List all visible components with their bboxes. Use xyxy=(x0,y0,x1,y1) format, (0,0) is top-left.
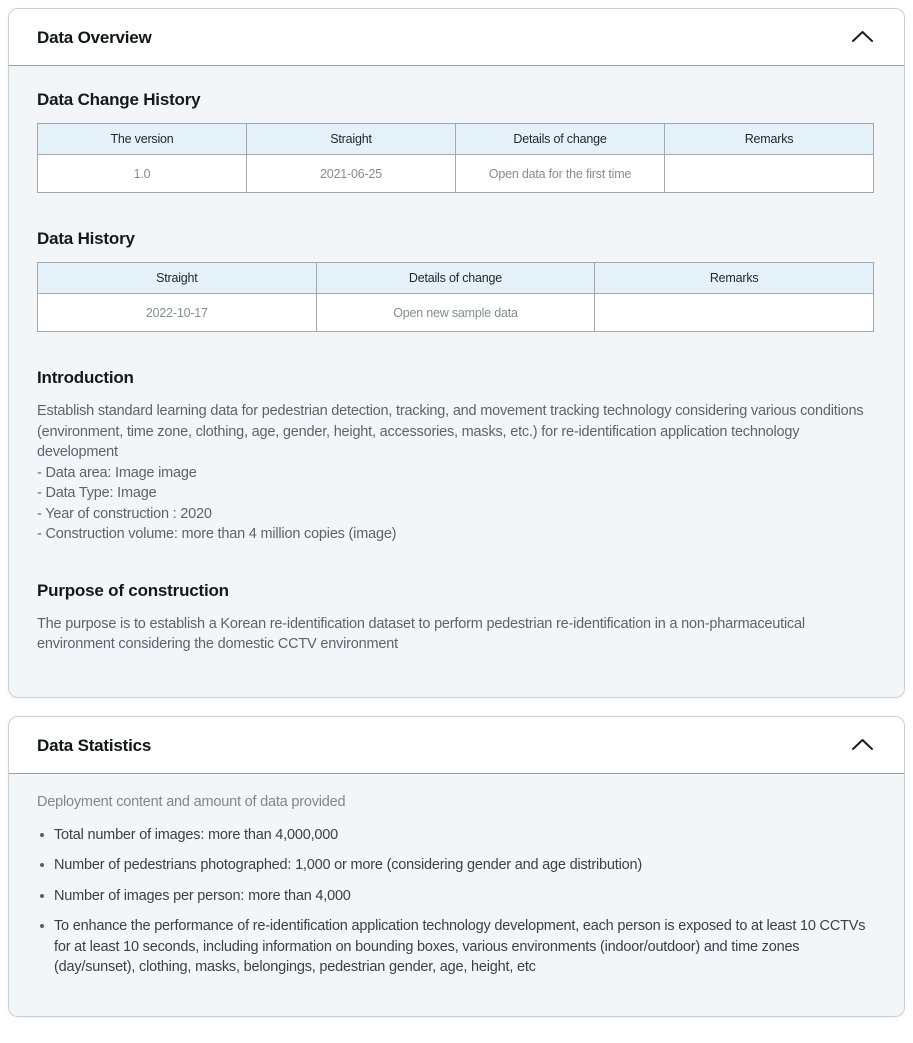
data-statistics-header[interactable] xyxy=(9,717,904,773)
chevron-up-icon xyxy=(851,30,874,46)
column-header: The version xyxy=(38,124,247,155)
intro-detail-volume: - Construction volume: more than 4 million copies (image) xyxy=(37,526,397,542)
table-row xyxy=(38,155,874,193)
data-change-history-section xyxy=(37,90,874,193)
list-item: To enhance the performance of re-identification application technology development, each person is exposed to at least 10 CCTVs for at least 10 seconds, including information on bounding boxes, various environments (indoor/outdoor) and time zones (day/sunset), clothing, masks, belongings, pedestrian gender, age, height, etc xyxy=(37,916,874,978)
date-cell: 2022-10-17 xyxy=(38,294,317,332)
list-item: Number of pedestrians photographed: 1,000 or more (considering gender and age distribution) xyxy=(37,855,874,876)
data-statistics-card xyxy=(8,716,905,1017)
chevron-up-icon xyxy=(851,738,874,754)
data-overview-collapse-button[interactable] xyxy=(849,28,876,48)
data-history-heading: Data History xyxy=(37,229,135,248)
intro-detail-data-area: - Data area: Image image xyxy=(37,464,197,481)
data-change-history-table xyxy=(37,123,874,193)
data-overview-title: Data Overview xyxy=(37,28,152,47)
column-header: Remarks xyxy=(595,263,874,294)
data-overview-body xyxy=(9,66,904,697)
data-overview-header[interactable] xyxy=(9,9,904,65)
statistics-list xyxy=(37,825,874,978)
column-header: Straight xyxy=(38,263,317,294)
details-cell: Open data for the first time xyxy=(456,155,665,193)
data-overview-card xyxy=(8,8,905,698)
column-header: Details of change xyxy=(316,263,595,294)
intro-detail-data-type: - Data Type: Image xyxy=(37,485,157,501)
column-header: Straight xyxy=(247,124,456,155)
intro-detail-year: - Year of construction : 2020 xyxy=(37,505,212,522)
data-change-history-heading: Data Change History xyxy=(37,90,201,109)
remarks-cell xyxy=(595,294,874,332)
table-header-row xyxy=(38,263,874,294)
column-header: Remarks xyxy=(665,124,874,155)
table-row xyxy=(38,294,874,332)
data-statistics-collapse-button[interactable] xyxy=(849,736,876,756)
details-cell: Open new sample data xyxy=(316,294,595,332)
column-header: Details of change xyxy=(456,124,665,155)
statistics-subtitle: Deployment content and amount of data provided xyxy=(37,793,346,810)
list-item: Total number of images: more than 4,000,000 xyxy=(37,825,874,846)
date-cell: 2021-06-25 xyxy=(247,155,456,193)
purpose-heading: Purpose of construction xyxy=(37,580,229,600)
table-header-row xyxy=(38,124,874,155)
data-statistics-title: Data Statistics xyxy=(37,735,152,755)
version-cell: 1.0 xyxy=(38,155,247,193)
remarks-cell xyxy=(665,155,874,193)
data-history-section xyxy=(37,229,874,332)
introduction-section xyxy=(37,368,874,545)
data-history-table xyxy=(37,262,874,332)
introduction-heading: Introduction xyxy=(37,368,134,387)
list-item: Number of images per person: more than 4,000 xyxy=(37,886,874,907)
introduction-paragraph: Establish standard learning data for pedestrian detection, tracking, and movement tracking technology considering various conditions (environment, time zone, clothing, age, gender, height, accessories, masks, etc.) for re-identification application technology development xyxy=(37,403,864,460)
data-statistics-body xyxy=(9,774,904,1016)
purpose-section xyxy=(37,581,874,655)
purpose-paragraph: The purpose is to establish a Korean re-identification dataset to perform pedestrian re-identification in a non-pharmaceutical environment considering the domestic CCTV environment xyxy=(37,615,805,652)
